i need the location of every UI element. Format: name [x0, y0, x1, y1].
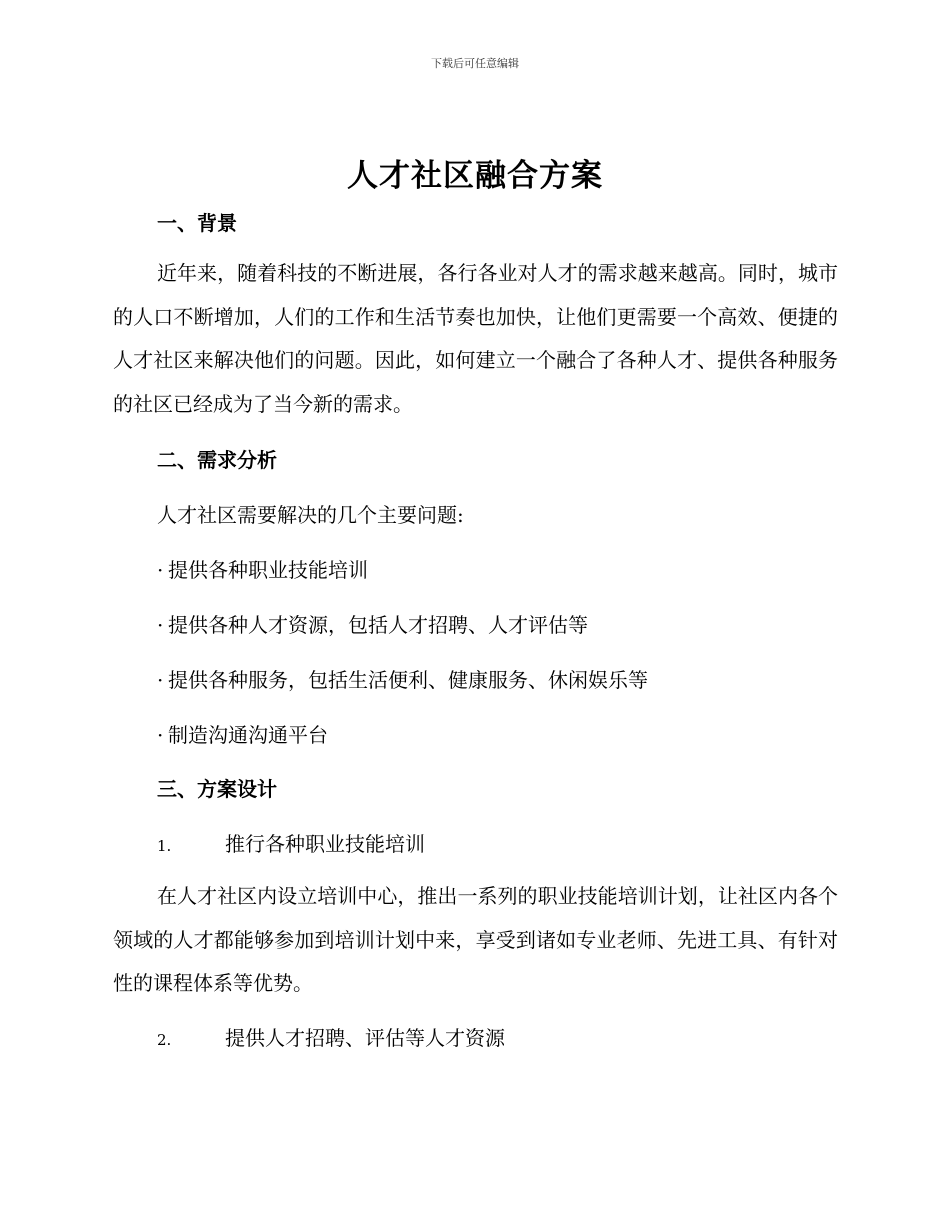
bullet-dot: ·	[157, 558, 164, 582]
item-number: 2.	[157, 1031, 172, 1049]
bullet-text: 提供各种人才资源，包括人才招聘、人才评估等	[168, 613, 588, 637]
section-heading-background: 一、背景	[157, 211, 237, 235]
bullet-text: 提供各种服务，包括生活便利、健康服务、休闲娱乐等	[168, 668, 648, 692]
bullet-dot: ·	[157, 613, 164, 637]
design-item-paragraph: 在人才社区内设立培训中心，推出一系列的职业技能培训计划，让社区内各个领域的人才都能够参加到培训计划中来，享受到诸如专业老师、先进工具、有针对性的课程体系等优势。	[113, 884, 838, 995]
design-item-heading	[157, 1022, 505, 1051]
bullet-text: 提供各种职业技能培训	[168, 558, 368, 582]
needs-intro: 人才社区需要解决的几个主要问题:	[157, 503, 464, 527]
header-note: 下载后可任意编辑	[431, 57, 519, 70]
bullet-text: 制造沟通沟通平台	[168, 723, 328, 747]
document-title: 人才社区融合方案	[347, 158, 603, 194]
section-heading-needs: 二、需求分析	[157, 448, 277, 472]
needs-bullet-item	[157, 609, 588, 638]
needs-bullet-item	[157, 554, 368, 583]
needs-bullet-item	[157, 719, 328, 748]
item-number: 1.	[157, 837, 172, 855]
item-title: 推行各种职业技能培训	[225, 832, 425, 856]
bullet-dot: ·	[157, 723, 164, 747]
bullet-dot: ·	[157, 668, 164, 692]
background-paragraph: 近年来，随着科技的不断进展，各行各业对人才的需求越来越高。同时，城市的人口不断增加，人们的工作和生活节奏也加快，让他们更需要一个高效、便捷的人才社区来解决他们的问题。因此，如何建立一个融合了各种人才、提供各种服务的社区已经成为了当今新的需求。	[113, 261, 838, 416]
item-title: 提供人才招聘、评估等人才资源	[225, 1026, 505, 1050]
needs-bullet-item	[157, 664, 648, 693]
design-item-heading	[157, 828, 425, 857]
section-heading-design: 三、方案设计	[157, 777, 277, 801]
